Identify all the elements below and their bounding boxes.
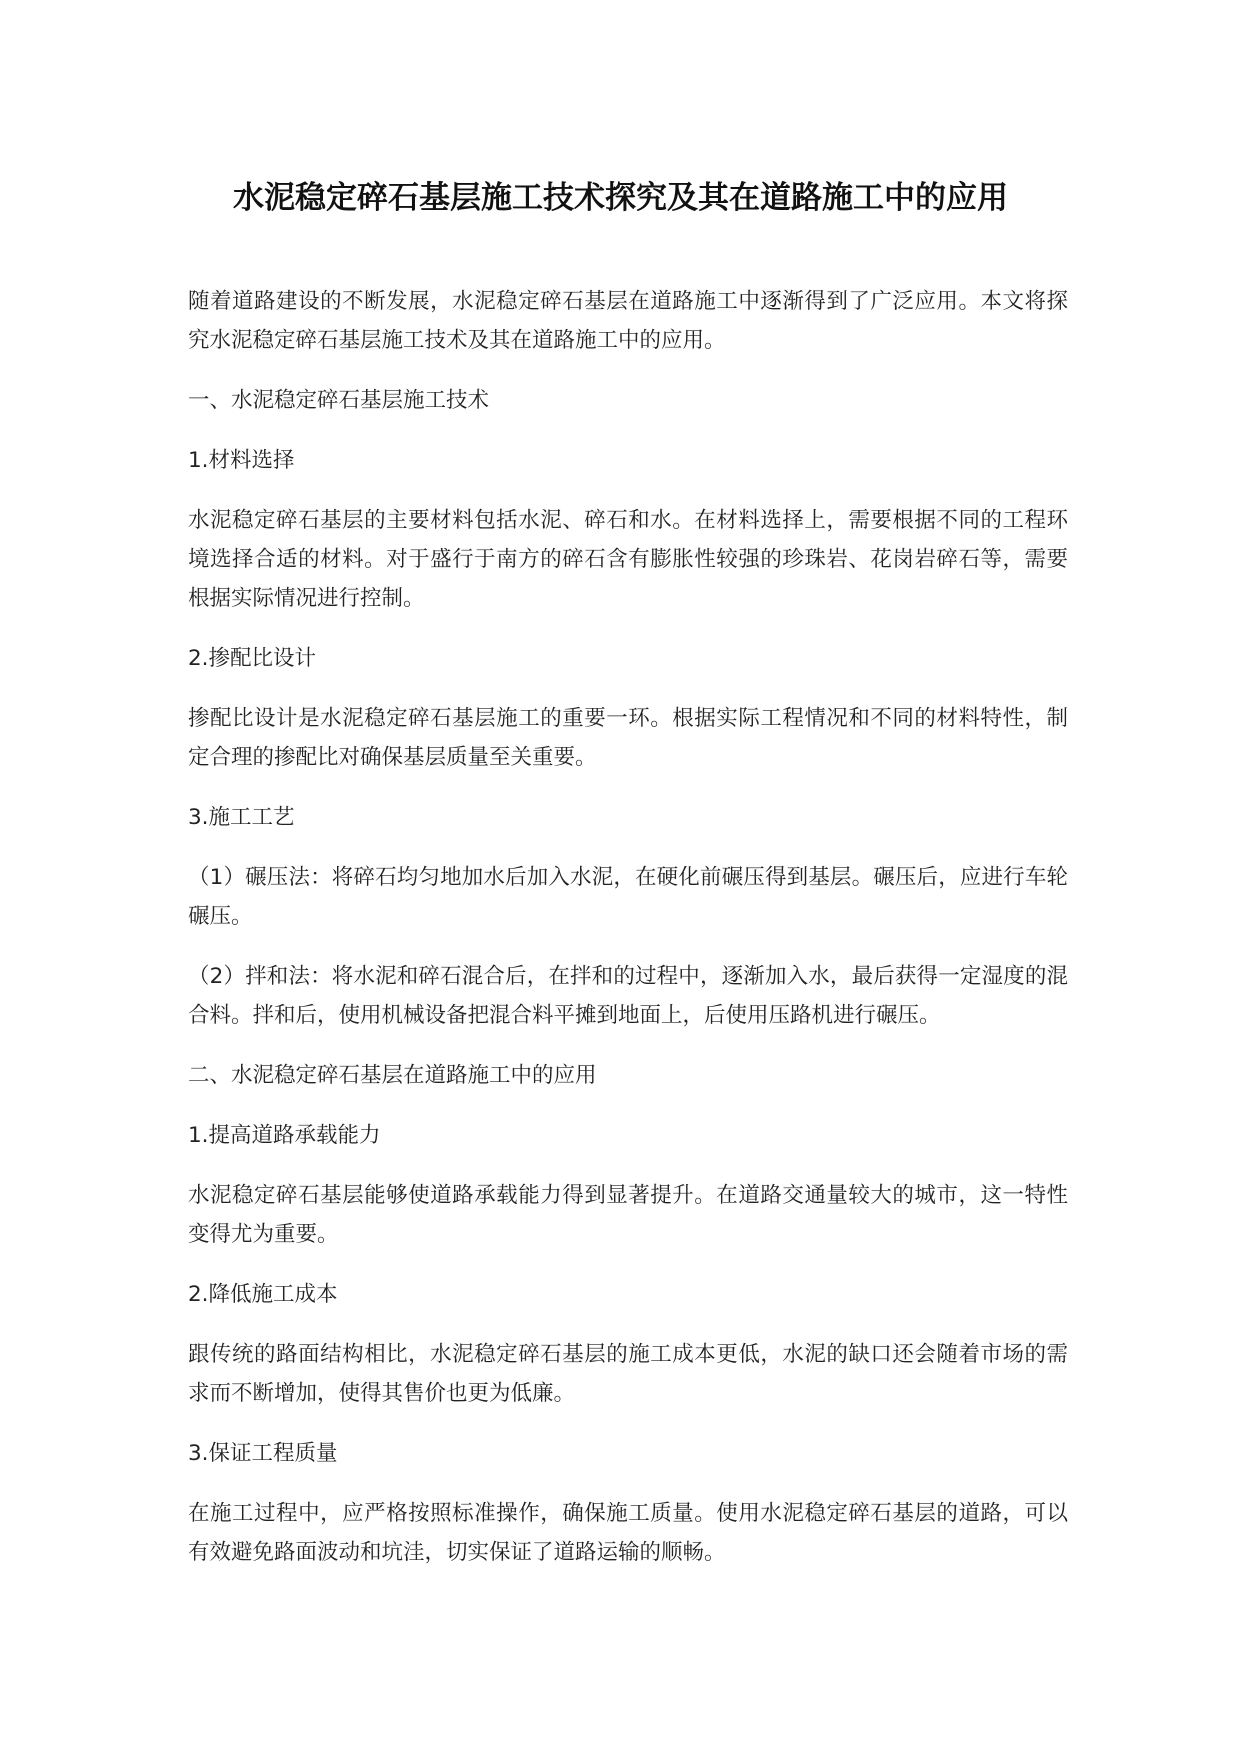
- paragraph-rolling-method: （1）碾压法：将碎石均匀地加水后加入水泥，在硬化前碾压得到基层。碾压后，应进行车轮碾压。: [188, 865, 1068, 929]
- subheading-load-capacity: 1.提高道路承载能力: [188, 1123, 381, 1148]
- paragraph-mix-design: 掺配比设计是水泥稳定碎石基层施工的重要一环。根据实际工程情况和不同的材料特性，制定合理的掺配比对确保基层质量至关重要。: [188, 706, 1068, 770]
- subheading-material-selection: 1.材料选择: [188, 448, 295, 473]
- paragraph-mixing-method: （2）拌和法：将水泥和碎石混合后，在拌和的过程中，逐渐加入水，最后获得一定湿度的混合料。拌和后，使用机械设备把混合料平摊到地面上，后使用压路机进行碾压。: [188, 964, 1068, 1028]
- subheading-cost-reduction: 2.降低施工成本: [188, 1282, 338, 1307]
- paragraph-intro: 随着道路建设的不断发展，水泥稳定碎石基层在道路施工中逐渐得到了广泛应用。本文将探究水泥稳定碎石基层施工技术及其在道路施工中的应用。: [188, 289, 1068, 353]
- subheading-quality-assurance: 3.保证工程质量: [188, 1441, 338, 1466]
- subheading-mix-design: 2.掺配比设计: [188, 646, 317, 671]
- section-heading-1: 一、水泥稳定碎石基层施工技术: [188, 388, 490, 413]
- paragraph-cost-reduction: 跟传统的路面结构相比，水泥稳定碎石基层的施工成本更低，水泥的缺口还会随着市场的需求而不断增加，使得其售价也更为低廉。: [188, 1342, 1068, 1406]
- paragraph-load-capacity: 水泥稳定碎石基层能够使道路承载能力得到显著提升。在道路交通量较大的城市，这一特性变得尤为重要。: [188, 1183, 1068, 1247]
- section-heading-2: 二、水泥稳定碎石基层在道路施工中的应用: [188, 1063, 597, 1088]
- document-body: [188, 282, 1068, 1593]
- document-title: 水泥稳定碎石基层施工技术探究及其在道路施工中的应用: [233, 180, 1008, 216]
- subheading-construction-process: 3.施工工艺: [188, 805, 295, 830]
- paragraph-quality-assurance: 在施工过程中，应严格按照标准操作，确保施工质量。使用水泥稳定碎石基层的道路，可以有效避免路面波动和坑洼，切实保证了道路运输的顺畅。: [188, 1501, 1068, 1565]
- paragraph-material-selection: 水泥稳定碎石基层的主要材料包括水泥、碎石和水。在材料选择上，需要根据不同的工程环境选择合适的材料。对于盛行于南方的碎石含有膨胀性较强的珍珠岩、花岗岩碎石等，需要根据实际情况进行控制。: [188, 508, 1068, 611]
